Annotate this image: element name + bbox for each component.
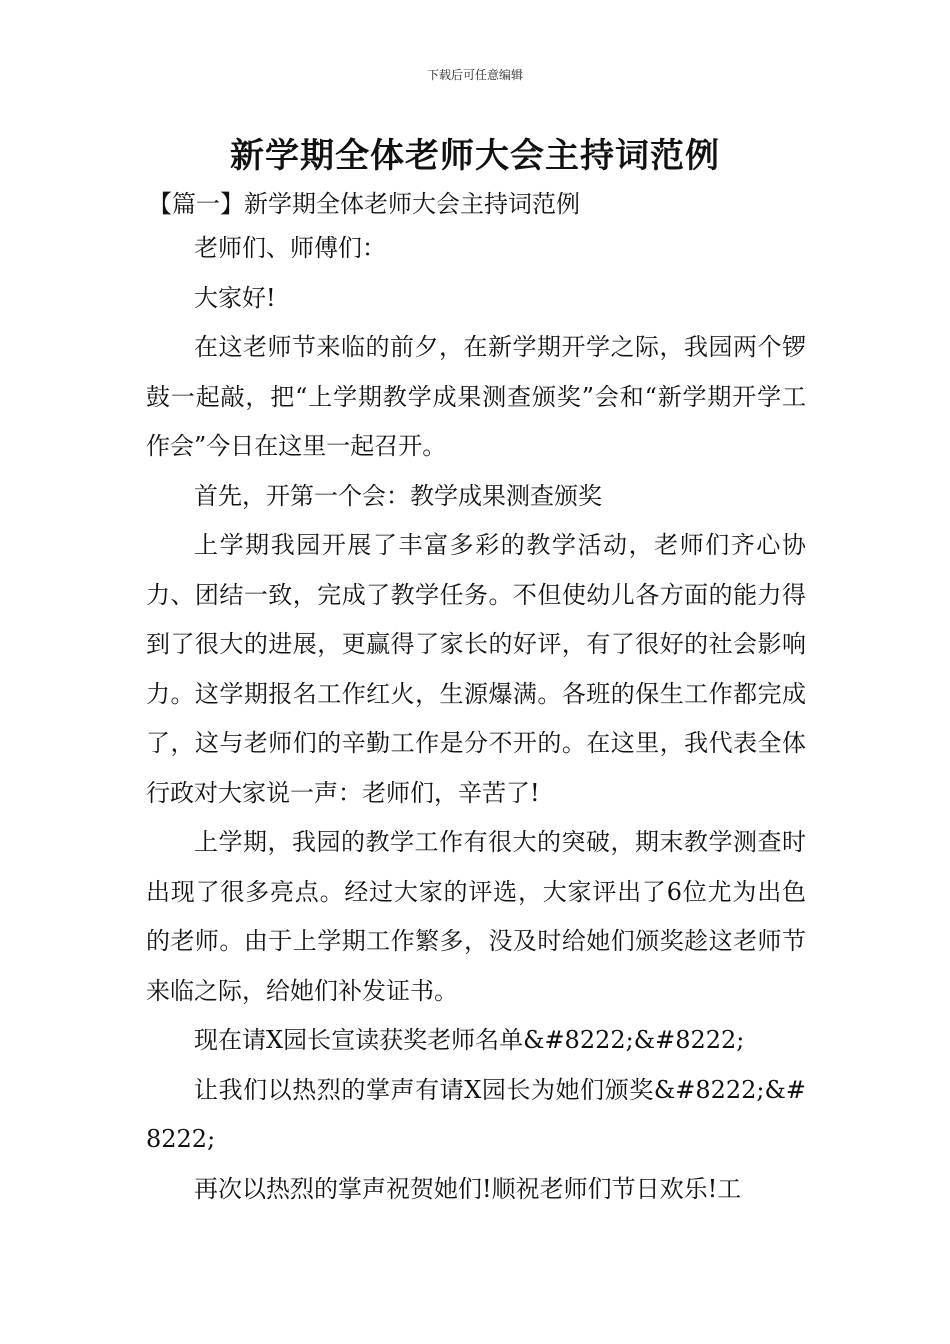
paragraph: 首先，开第一个会：教学成果测查颁奖 [194,481,602,510]
paragraph: 上学期，我园的教学工作有很大的突破，期末教学测查时出现了很多亮点。经过大家的评选，大家评出了6位尤为出色的老师。由于上学期工作繁多，没及时给她们颁奖趁这老师节来临之际，给她们补发证书。 [146,828,806,1005]
paragraph: 再次以热烈的掌声祝贺她们!顺祝老师们节日欢乐!工 [194,1174,742,1203]
paragraph: 现在请X园长宣读获奖老师名单&#8222;&#8222; [194,1026,745,1054]
header-note: 下载后可任意编辑 [426,68,523,82]
section-subtitle: 【篇一】新学期全体老师大会主持词范例 [148,190,580,218]
paragraph: 上学期我园开展了丰富多彩的教学活动，老师们齐心协力、团结一致，完成了教学任务。不但使幼儿各方面的能力得到了很大的进展，更赢得了家长的好评，有了很好的社会影响力。这学期报名工作红火，生源爆满。各班的保生工作都完成了，这与老师们的辛勤工作是分不开的。在这里，我代表全体行政对大家说一声：老师们，辛苦了! [146,531,806,807]
paragraph: 让我们以热烈的掌声有请X园长为她们颁奖&#8222;&#8222; [146,1075,806,1153]
paragraph: 在这老师节来临的前夕，在新学期开学之际，我园两个锣鼓一起敲，把“上学期教学成果测查颁奖”会和“新学期开学工作会”今日在这里一起召开。 [146,333,806,460]
document-body [146,224,806,1214]
paragraph: 老师们、师傅们： [194,234,386,262]
paragraph: 大家好! [194,283,276,312]
document-title: 新学期全体老师大会主持词范例 [230,136,720,176]
